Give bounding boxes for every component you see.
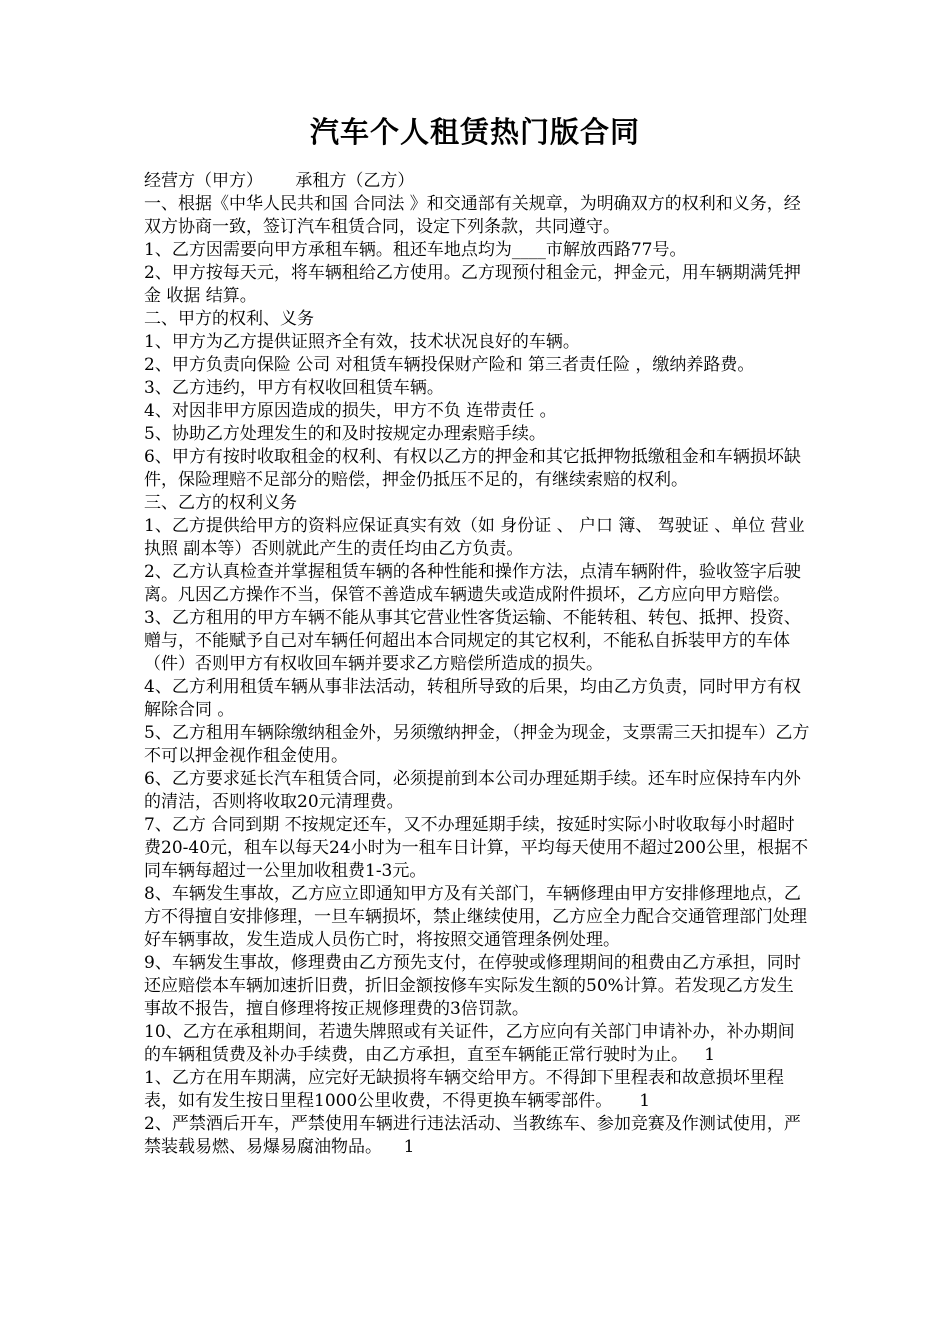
paragraph-clause: 1、乙方因需要向甲方承租车辆。租还车地点均为____市解放西路77号。 (144, 240, 687, 260)
section-heading-party-a: 二、甲方的权利、义务 (144, 309, 314, 329)
paragraph-clause: 3、乙方租用的甲方车辆不能从事其它营业性客货运输、不能转租、转包、抵押、投资、赠与，不能赋予自己对车辆任何超出本合同规定的其它权利，不能私自拆装甲方的车体（件）否则甲方有权收回车辆并要求乙方赔偿所造成的损失。 (144, 608, 801, 674)
paragraph-clause: 2、甲方按每天元，将车辆租给乙方使用。乙方现预付租金元，押金元，用车辆期满凭押金 收据 结算。 (144, 263, 801, 306)
paragraph-clause: 9、车辆发生事故，修理费由乙方预先支付，在停驶或修理期间的租费由乙方承担，同时还应赔偿本车辆加速折旧费，折旧金额按修车实际发生额的50%计算。若发现乙方发生事故不报告，擅自修理将按正规修理费的3倍罚款。 (144, 953, 801, 1019)
paragraph-clause: 1、乙方在用车期满，应完好无缺损将车辆交给甲方。不得卸下里程表和故意损坏里程表，如有发生按日里程1000公里收费，不得更换车辆零部件。 1 (144, 1068, 784, 1111)
paragraph-clause: 5、协助乙方处理发生的和及时按规定办理索赔手续。 (144, 424, 546, 444)
paragraph-clause: 7、乙方 合同到期 不按规定还车，又不办理延期手续，按延时实际小时收取每小时超时费20-40元，租车以每天24小时为一租车日计算，平均每天使用不超过200公里，根据不同车辆每超过一公里加收租费1-3元。 (144, 815, 809, 881)
paragraph-clause: 5、乙方租用车辆除缴纳租金外，另须缴纳押金，（押金为现金，支票需三天扣提车）乙方不可以押金视作租金使用。 (144, 723, 810, 766)
section-heading-party-b: 三、乙方的权利义务 (144, 493, 297, 513)
document-title: 汽车个人租赁热门版合同 (309, 115, 640, 149)
paragraph-clause: 6、甲方有按时收取租金的权利、有权以乙方的押金和其它抵押物抵缴租金和车辆损坏缺件，保险理赔不足部分的赔偿，押金仍抵压不足的，有继续索赔的权利。 (144, 447, 801, 490)
paragraph-clause: 2、甲方负责向保险 公司 对租赁车辆投保财产险和 第三者责任险 ，缴纳养路费。 (144, 355, 755, 375)
paragraph-clause: 4、对因非甲方原因造成的损失，甲方不负 连带责任 。 (144, 401, 557, 421)
paragraph-clause: 1、乙方提供给甲方的资料应保证真实有效（如 身份证 、 户口 簿、 驾驶证 、单位 营业执照 副本等）否则就此产生的责任均由乙方负责。 (144, 516, 805, 559)
paragraph-clause: 8、车辆发生事故，乙方应立即通知甲方及有关部门，车辆修理由甲方安排修理地点，乙方不得擅自安排修理，一旦车辆损坏，禁止继续使用，乙方应全力配合交通管理部门处理好车辆事故，发生造成人员伤亡时，将按照交通管理条例处理。 (144, 884, 807, 950)
paragraph-clause: 10、乙方在承租期间，若遗失牌照或有关证件，乙方应向有关部门申请补办，补办期间的车辆租赁费及补办手续费，由乙方承担，直至车辆能正常行驶时为止。 1 (144, 1022, 795, 1065)
paragraph-clause: 1、甲方为乙方提供证照齐全有效，技术状况良好的车辆。 (144, 332, 580, 352)
document-body (144, 170, 810, 1159)
paragraph-clause: 4、乙方利用租赁车辆从事非法活动，转租所导致的后果，均由乙方负责，同时甲方有权 解除合同 。 (144, 677, 807, 720)
paragraph-clause: 2、严禁酒后开车，严禁使用车辆进行违法活动、当教练车、参加竞赛及作测试使用，严禁装载易燃、易爆易腐油物品。 1 (144, 1114, 801, 1157)
paragraph-section-1-intro: 一、根据《中华人民共和国 合同法 》和交通部有关规章，为明确双方的权利和义务，经双方协商一致，签订汽车租赁合同，设定下列条款，共同遵守。 (144, 194, 801, 237)
paragraph-clause: 6、乙方要求延长汽车租赁合同，必须提前到本公司办理延期手续。还车时应保持车内外的清洁，否则将收取20元清理费。 (144, 769, 801, 812)
paragraph-parties: 经营方（甲方） 承租方（乙方） (144, 171, 415, 191)
paragraph-clause: 3、乙方违约，甲方有权收回租赁车辆。 (144, 378, 444, 398)
paragraph-clause: 2、乙方认真检查并掌握租赁车辆的各种性能和操作方法，点清车辆附件，验收签字后驶离。凡因乙方操作不当，保管不善造成车辆遗失或造成附件损坏，乙方应向甲方赔偿。 (144, 562, 801, 605)
